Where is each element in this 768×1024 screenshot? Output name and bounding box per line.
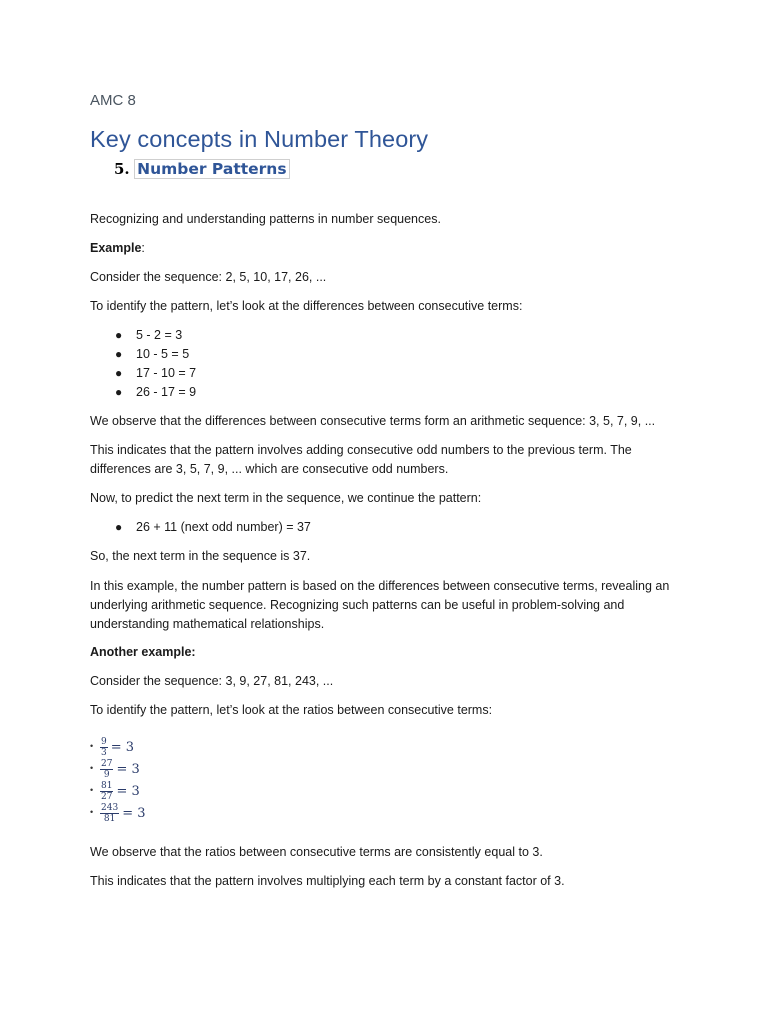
list-item-text: 5 - 2 = 3: [136, 328, 183, 342]
ratio-result: = 3: [116, 762, 140, 777]
list-item-text: 17 - 10 = 7: [136, 366, 197, 380]
ratio-result: = 3: [122, 806, 146, 821]
page-title: Key concepts in Number Theory: [90, 126, 429, 152]
disc-bullet-icon: •: [90, 807, 94, 817]
another-example-label: Another example:: [90, 645, 196, 659]
ratio-numerator: 9: [101, 737, 107, 747]
disc-bullet-icon: ●: [115, 385, 123, 399]
list-item: [115, 383, 197, 402]
disc-bullet-icon: ●: [115, 366, 123, 380]
ratio-item: [90, 781, 210, 801]
disc-bullet-icon: ●: [115, 347, 123, 361]
observation-paragraph: We observe that the differences between consecutive terms form an arithmetic sequence: 3, 5, 7, 9, ...: [90, 414, 656, 428]
list-item: [115, 345, 190, 364]
ratio-indication: This indicates that the pattern involves multiplying each term by a constant factor of 3.: [90, 874, 565, 888]
summary-paragraph: In this example, the number pattern is based on the differences between consecutive terms, revealing an underlying arithmetic sequence. Recognizing such patterns can be useful in problem-solving and understanding mathematical relationships.: [90, 579, 670, 631]
ratio-item: [90, 759, 210, 779]
disc-bullet-icon: •: [90, 763, 94, 773]
intro-paragraph: Recognizing and understanding patterns in number sequences.: [90, 212, 441, 226]
indication-paragraph: This indicates that the pattern involves adding consecutive odd numbers to the previous term. The differences are 3, 5, 7, 9, ... which are consecutive odd numbers.: [90, 443, 632, 476]
disc-bullet-icon: •: [90, 741, 94, 751]
conclusion-paragraph: So, the next term in the sequence is 37.: [90, 549, 311, 563]
ratio-numerator: 243: [101, 803, 119, 813]
list-item-text: 10 - 5 = 5: [136, 347, 190, 361]
section-number: 5.: [114, 160, 130, 178]
example-label: Example: [90, 241, 142, 255]
course-label: AMC 8: [90, 92, 136, 109]
ratio-denominator: 81: [103, 814, 116, 824]
ratio-numerator: 81: [101, 781, 113, 791]
sequence-line-2: Consider the sequence: 3, 9, 27, 81, 243, ...: [90, 674, 334, 688]
list-item-text: 26 - 17 = 9: [136, 385, 197, 399]
ratio-denominator: 27: [101, 792, 113, 802]
disc-bullet-icon: •: [90, 785, 94, 795]
ratio-result: = 3: [110, 740, 135, 755]
ratio-denominator: 9: [103, 770, 110, 780]
ratio-numerator: 27: [101, 759, 113, 769]
ratio-denominator: 3: [101, 748, 107, 758]
list-item: [115, 326, 183, 345]
example-label-suffix: :: [141, 241, 145, 255]
disc-bullet-icon: ●: [115, 520, 123, 534]
section-title: Number Patterns: [134, 159, 289, 179]
ratio-result: = 3: [116, 784, 140, 799]
disc-bullet-icon: ●: [115, 328, 123, 342]
list-item: [115, 364, 197, 383]
predict-paragraph: Now, to predict the next term in the sequence, we continue the pattern:: [90, 491, 482, 505]
sequence-line: Consider the sequence: 2, 5, 10, 17, 26, ...: [90, 270, 327, 284]
differences-lead: To identify the pattern, let’s look at the differences between consecutive terms:: [90, 299, 523, 313]
list-item: [115, 518, 311, 537]
section-heading: [114, 160, 290, 179]
list-item-text: 26 + 11 (next odd number) = 37: [136, 520, 311, 534]
ratio-item: [90, 737, 210, 757]
example-label-line: [90, 239, 145, 258]
ratio-item: [90, 803, 210, 823]
ratios-lead: To identify the pattern, let’s look at the ratios between consecutive terms:: [90, 703, 493, 717]
ratio-observation: We observe that the ratios between consecutive terms are consistently equal to 3.: [90, 845, 543, 859]
